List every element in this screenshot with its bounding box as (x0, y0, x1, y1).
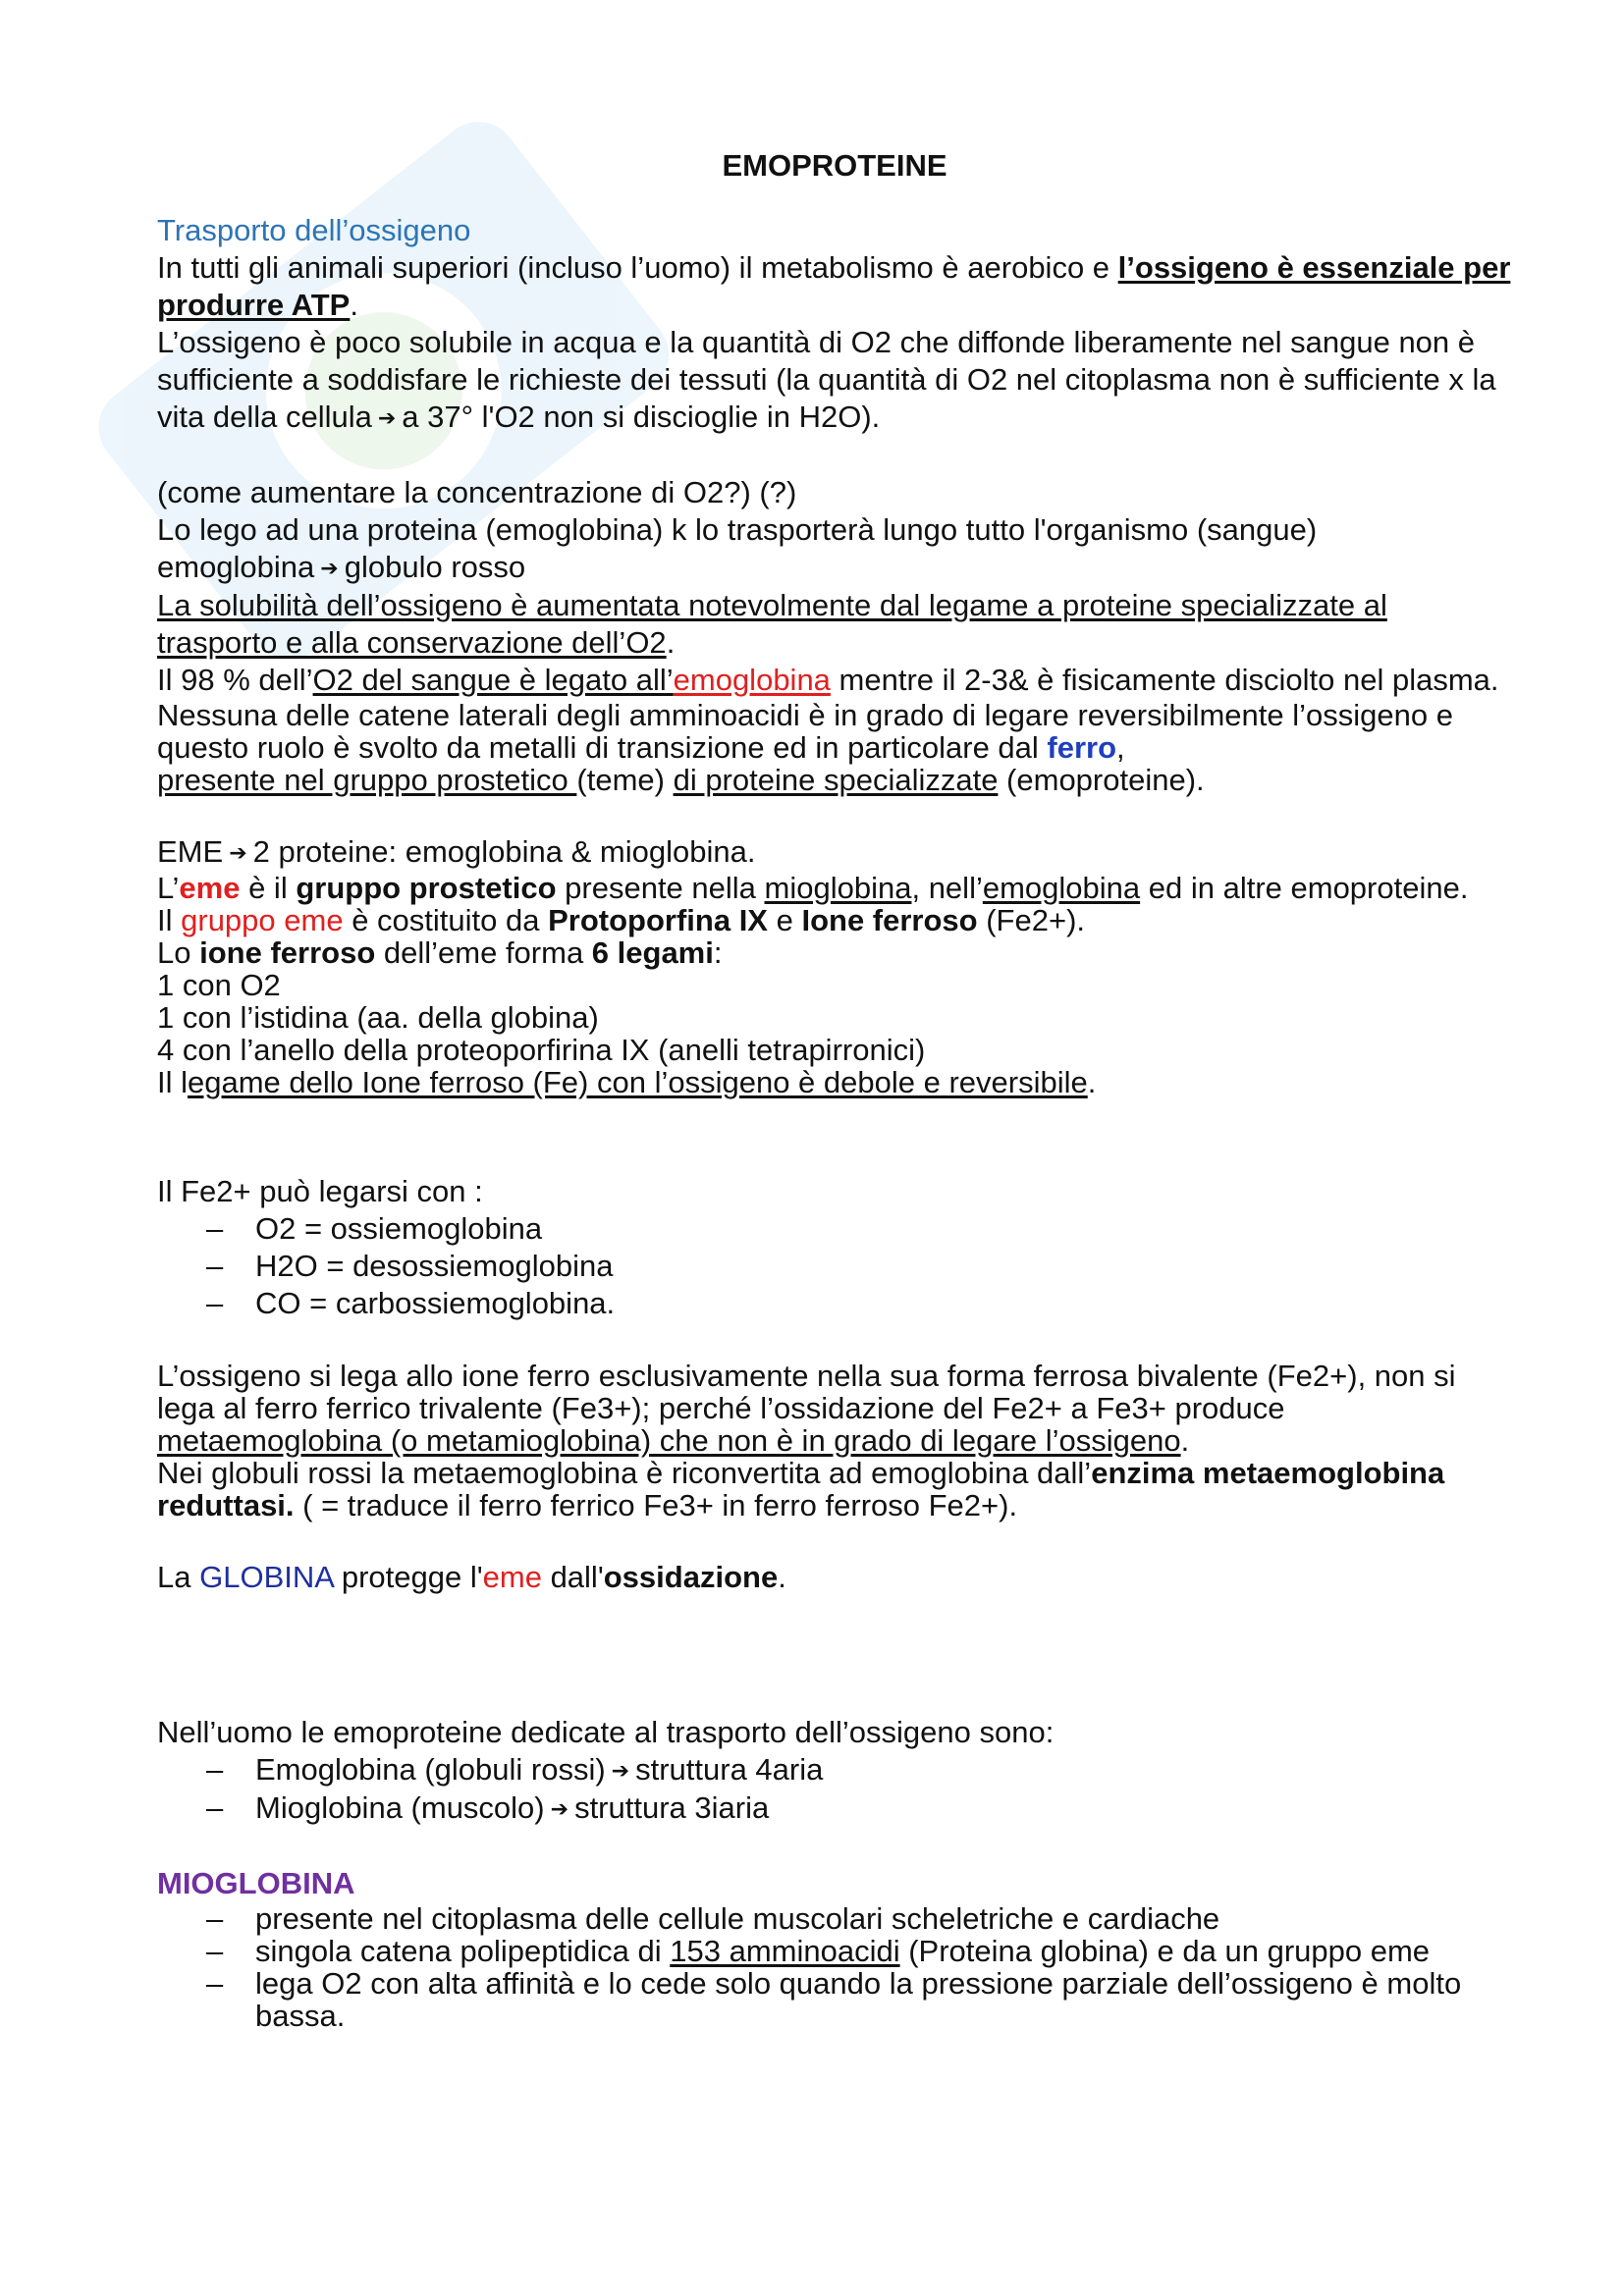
arrow-icon: ➔ (320, 556, 339, 580)
paragraph-eme: EME ➔ 2 proteine: emoglobina & mioglobina. (157, 833, 1512, 872)
bond-item: 1 con l’istidina (aa. della globina) (157, 1000, 599, 1035)
paragraph-hemoglobin-rbc: emoglobina ➔ globulo rosso (157, 549, 1512, 587)
bond-item: 4 con l’anello della proteoporfirina IX (anelli tetrapirronici) (157, 1033, 926, 1067)
paragraph-fe-binding: Il Fe2+ può legarsi con : (157, 1174, 483, 1208)
list-item: – lega O2 con alta affinità e lo cede solo quando la pressione parziale dell’ossigeno è molto bassa. (206, 1966, 1462, 2033)
transport-list (157, 1751, 1512, 1828)
paragraph-question: (come aumentare la concentrazione di O2?) (?) (157, 475, 797, 509)
list-item: – Mioglobina (muscolo) ➔ struttura 3iaria (157, 1789, 1512, 1828)
arrow-icon: ➔ (611, 1758, 630, 1783)
paragraph-ferrous-form: L’ossigeno si lega allo ione ferro esclusivamente nella sua forma ferrosa bivalente (Fe2+), non si lega al ferro ferrico trivalente (Fe3+); perché l’ossidazione del Fe2+ a Fe3+ produce metaemoglobina (o metamioglobina) che non è in grado di legare l’ossigeno. (157, 1359, 1456, 1458)
list-item: – O2 = ossiemoglobina (206, 1211, 543, 1246)
paragraph-solubility-increase: La solubilità dell’ossigeno è aumentata notevolmente dal legame a proteine specializzate al trasporto e alla conservazione dell’O2. (157, 588, 1387, 660)
section-heading-oxygen-transport: Trasporto dell’ossigeno (157, 213, 471, 247)
paragraph-aerobic: In tutti gli animali superiori (incluso l’uomo) il metabolismo è aerobico e l’ossigeno è essenziale per produrre ATP. (157, 250, 1511, 322)
paragraph-solubility: L’ossigeno è poco solubile in acqua e la quantità di O2 che diffonde liberamente nel sangue non è sufficiente a soddisfare le richieste dei tessuti (la quantità di O2 nel citoplasma non è sufficiente x la vita della cellula ➔ a 37° l'O2 non si discioglie in H2O). (157, 324, 1512, 437)
document-page (157, 147, 1512, 2032)
arrow-icon: ➔ (377, 405, 397, 430)
paragraph-eme-group: Il gruppo eme è costituito da Protoporfina IX e Ione ferroso (Fe2+). (157, 903, 1086, 937)
paragraph-globin: La GLOBINA protegge l'eme dall'ossidazione. (157, 1560, 786, 1594)
paragraph-human-hemoproteins: Nell’uomo le emoproteine dedicate al trasporto dell’ossigeno sono: (157, 1715, 1055, 1749)
section-heading-mioglobina: MIOGLOBINA (157, 1866, 355, 1900)
page-title: EMOPROTEINE (722, 148, 947, 183)
paragraph-eme-prosthetic: L’eme è il gruppo prostetico presente nella mioglobina, nell’emoglobina ed in altre emoproteine. (157, 871, 1469, 905)
list-item: – H2O = desossiemoglobina (206, 1249, 614, 1283)
list-item: – singola catena polipeptidica di 153 amminoacidi (Proteina globina) e da un gruppo eme (206, 1934, 1431, 1968)
mioglobina-list (157, 1902, 1512, 2032)
paragraph-six-bonds: Lo ione ferroso dell’eme forma 6 legami: (157, 935, 723, 970)
paragraph-98-percent: Il 98 % dell’O2 del sangue è legato all’emoglobina mentre il 2-3& è fisicamente disciolto nel plasma. (157, 663, 1499, 697)
paragraph-protein-binding: Lo lego ad una proteina (emoglobina) k lo trasporterà lungo tutto l'organismo (sangue) (157, 512, 1318, 547)
paragraph-weak-bond: Il legame dello Ione ferroso (Fe) con l’ossigeno è debole e reversibile. (157, 1065, 1097, 1099)
list-item: – presente nel citoplasma delle cellule muscolari scheletriche e cardiache (206, 1901, 1220, 1936)
list-item: – CO = carbossiemoglobina. (206, 1286, 616, 1320)
fe-binding-list (157, 1210, 1512, 1322)
arrow-icon: ➔ (550, 1796, 569, 1821)
paragraph-transition-metals: Nessuna delle catene laterali degli amminoacidi è in grado di legare reversibilmente l’ossigeno e questo ruolo è svolto da metalli di transizione ed in particolare dal ferro, presente nel gruppo prostetico (teme) di proteine specializzate (emoproteine). (157, 698, 1453, 797)
paragraph-reductase: Nei globuli rossi la metaemoglobina è riconvertita ad emoglobina dall’enzima metaemoglobina reduttasi. ( = traduce il ferro ferrico Fe3+ in ferro ferroso Fe2+). (157, 1456, 1445, 1522)
arrow-icon: ➔ (229, 840, 247, 865)
bond-item: 1 con O2 (157, 968, 281, 1002)
list-item: – Emoglobina (globuli rossi) ➔ struttura 4aria (157, 1751, 1512, 1789)
